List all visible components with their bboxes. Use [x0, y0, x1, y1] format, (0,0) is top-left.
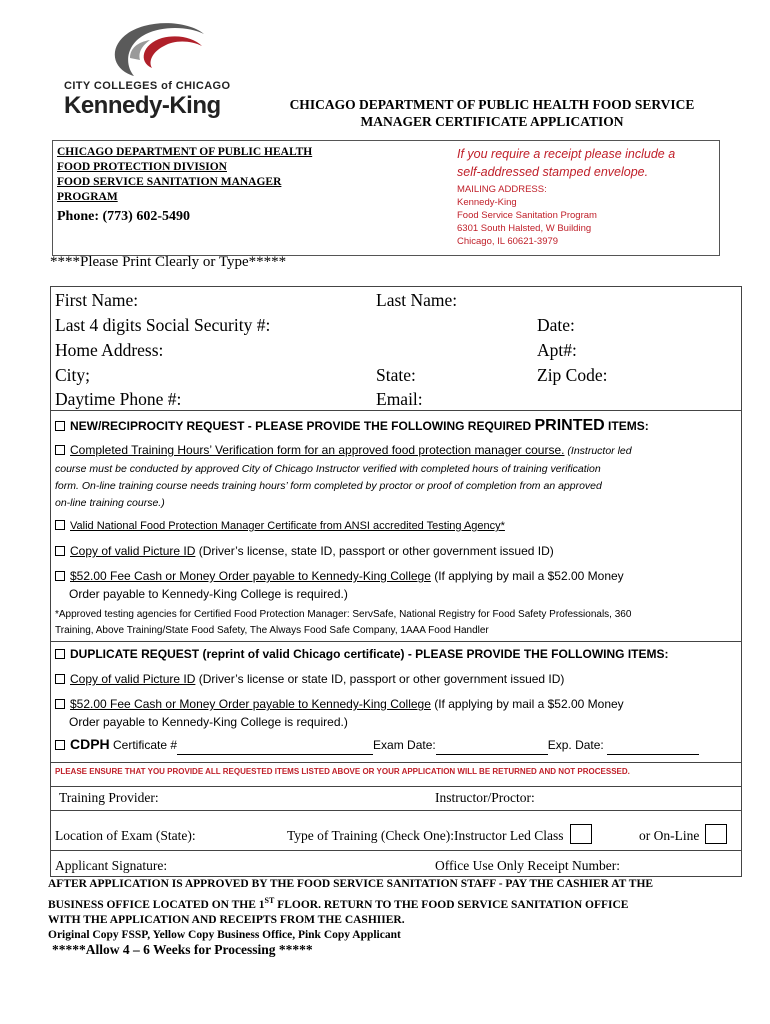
ansi-cert-label: Valid National Food Protection Manager Certificate from ANSI accredited Testing Agency*	[70, 520, 505, 532]
ssn-field[interactable]: Last 4 digits Social Security #:	[55, 315, 271, 335]
fee-item	[55, 568, 624, 585]
dup-picture-id-item	[55, 671, 564, 688]
apt-field[interactable]: Apt#:	[537, 340, 577, 360]
fee-note-a: (If applying by mail a $52.00 Money	[430, 569, 624, 583]
applicant-signature-field[interactable]: Applicant Signature:	[55, 858, 168, 873]
warning-text: PLEASE ENSURE THAT YOU PROVIDE ALL REQUESTED ITEMS LISTED ABOVE OR YOUR APPLICATION WILL BE RETURNED AND NOT PROCESSED.	[55, 767, 630, 776]
training-hours-note-c: form. On-line training course needs training hours’ form completed by proctor or proof of completion from an approved	[55, 480, 602, 492]
training-hours-item	[55, 442, 632, 459]
training-type-row	[287, 824, 592, 844]
print-instruction: ****Please Print Clearly or Type*****	[50, 254, 287, 270]
fee-note-b: Order payable to Kennedy-King College is required.)	[69, 587, 348, 601]
dup-picture-id-checkbox[interactable]	[55, 674, 65, 684]
mailing-label: MAILING ADDRESS:	[457, 184, 547, 195]
program-name-line2: PROGRAM	[57, 191, 118, 203]
duplicate-heading-text: DUPLICATE REQUEST (reprint of valid Chicago certificate) - PLEASE PROVIDE THE FOLLOWING ITEMS:	[70, 647, 669, 661]
online-row	[639, 824, 727, 844]
duplicate-request-section	[50, 640, 742, 763]
new-request-section	[50, 410, 742, 642]
department-info	[57, 145, 312, 224]
fee-label: $52.00 Fee Cash or Money Order payable to Kennedy-King College	[70, 569, 431, 583]
duplicate-checkbox[interactable]	[55, 649, 65, 659]
dup-fee-note-b: Order payable to Kennedy-King College is required.)	[69, 715, 348, 729]
exp-date-label: Exp. Date:	[547, 738, 604, 752]
dup-fee-label: $52.00 Fee Cash or Money Order payable to Kennedy-King College	[70, 697, 431, 711]
dup-fee-item	[55, 696, 624, 713]
date-field[interactable]: Date:	[537, 315, 575, 335]
new-request-heading	[55, 417, 649, 435]
mailing-line3: 6301 South Halsted, W Building	[457, 223, 592, 234]
heading-part-a: NEW/RECIPROCITY REQUEST - PLEASE PROVIDE THE FOLLOWING REQUIRED	[70, 419, 535, 433]
last-name-field[interactable]: Last Name:	[376, 290, 458, 310]
exam-date-input[interactable]	[436, 737, 548, 755]
cert-label: Certificate #	[109, 738, 178, 752]
phone-number: Phone: (773) 602-5490	[57, 209, 190, 224]
picture-id-label: Copy of valid Picture ID	[70, 544, 196, 558]
heading-printed: PRINTED	[534, 417, 605, 434]
row-divider-2	[51, 850, 741, 851]
row-divider	[51, 810, 741, 811]
mailing-info	[457, 145, 675, 248]
testing-agencies-note-line2: Training, Above Training/State Food Safety, The Always Food Safe Company, 1AAA Food Handler	[55, 625, 489, 636]
mailing-address	[457, 183, 675, 248]
training-hours-note-d: on-line training course.)	[55, 497, 165, 509]
picture-id-note: (Driver’s license, state ID, passport or other government issued ID)	[195, 544, 554, 558]
cdph-label: CDPH	[70, 736, 110, 752]
footer-line1: AFTER APPLICATION IS APPROVED BY THE FOOD SERVICE SANITATION STAFF - PAY THE CASHIER AT THE	[48, 878, 654, 890]
ansi-cert-item	[55, 518, 505, 535]
ansi-cert-checkbox[interactable]	[55, 520, 65, 530]
cdph-certificate-row	[55, 736, 699, 755]
program-name-line1: FOOD SERVICE SANITATION MANAGER	[57, 176, 282, 188]
approval-instructions	[48, 877, 738, 944]
testing-agencies-note-line1: *Approved testing agencies for Certified Food Protection Manager: ServSafe, National Registry for Food Safety Professionals, 360	[55, 609, 632, 620]
instructor-proctor-field[interactable]: Instructor/Proctor:	[435, 790, 535, 805]
dup-picture-id-label: Copy of valid Picture ID	[70, 672, 196, 686]
logo-campus-name: Kennedy-King	[64, 92, 221, 119]
exam-info-form	[50, 786, 742, 877]
office-receipt-field: Office Use Only Receipt Number:	[435, 858, 620, 873]
kennedy-king-logo-icon	[104, 18, 214, 80]
footer-line2	[48, 893, 738, 913]
online-checkbox[interactable]	[705, 824, 727, 844]
footer-line2b: FLOOR. RETURN TO THE FOOD SERVICE SANITATION OFFICE	[274, 898, 629, 911]
fee-checkbox[interactable]	[55, 571, 65, 581]
department-name: CHICAGO DEPARTMENT OF PUBLIC HEALTH	[57, 146, 313, 158]
exam-location-field[interactable]: Location of Exam (State):	[55, 828, 196, 843]
mailing-line4: Chicago, IL 60621-3979	[457, 236, 559, 247]
state-field[interactable]: State:	[376, 365, 416, 385]
heading-part-c: ITEMS:	[604, 419, 649, 433]
dup-fee-note-a: (If applying by mail a $52.00 Money	[430, 697, 624, 711]
instructor-led-checkbox[interactable]	[570, 824, 592, 844]
logo-college-name: CITY COLLEGES of CHICAGO	[64, 80, 231, 92]
applicant-info-form	[50, 286, 742, 411]
email-field[interactable]: Email:	[376, 389, 423, 409]
training-hours-label: Completed Training Hours’ Verification form for an approved food protection manager course.	[70, 443, 565, 457]
training-hours-note-a: (Instructor led	[564, 445, 632, 457]
title-line1: CHICAGO DEPARTMENT OF PUBLIC HEALTH FOOD SERVICE	[289, 97, 695, 112]
info-box	[52, 140, 720, 256]
cdph-checkbox[interactable]	[55, 740, 65, 750]
zip-field[interactable]: Zip Code:	[537, 365, 608, 385]
mailing-line2: Food Service Sanitation Program	[457, 210, 597, 221]
processing-time: *****Allow 4 – 6 Weeks for Processing *****	[52, 942, 313, 957]
daytime-phone-field[interactable]: Daytime Phone #:	[55, 389, 182, 409]
warning-notice	[50, 762, 742, 787]
city-field[interactable]: City;	[55, 365, 91, 385]
duplicate-heading	[55, 646, 669, 663]
training-hours-note-b: course must be conducted by approved City of Chicago Instructor verified with completed hours of training verification	[55, 463, 601, 475]
new-request-checkbox[interactable]	[55, 421, 65, 431]
home-address-field[interactable]: Home Address:	[55, 340, 164, 360]
training-type-label: Type of Training (Check One):Instructor Led Class	[287, 828, 564, 843]
title-line2: MANAGER CERTIFICATE APPLICATION	[360, 114, 624, 129]
training-provider-field[interactable]: Training Provider:	[59, 790, 159, 805]
exp-date-input[interactable]	[607, 737, 699, 755]
picture-id-item	[55, 543, 554, 560]
mailing-line1: Kennedy-King	[457, 197, 517, 208]
first-name-field[interactable]: First Name:	[55, 290, 139, 310]
receipt-note-line2: self-addressed stamped envelope.	[457, 165, 649, 179]
cert-number-input[interactable]	[177, 737, 373, 755]
division-name: FOOD PROTECTION DIVISION	[57, 161, 227, 173]
picture-id-checkbox[interactable]	[55, 546, 65, 556]
footer-line2sup: ST	[264, 895, 275, 905]
dup-picture-id-note: (Driver’s license or state ID, passport or other government issued ID)	[195, 672, 565, 686]
training-hours-checkbox[interactable]	[55, 445, 65, 455]
online-label: or On-Line	[639, 828, 700, 843]
page-title	[262, 96, 722, 130]
copy-distribution: Original Copy FSSP, Yellow Copy Business Office, Pink Copy Applicant	[48, 929, 401, 942]
receipt-note-line1: If you require a receipt please include a	[457, 147, 676, 161]
footer-line2a: BUSINESS OFFICE LOCATED ON THE 1	[48, 898, 265, 911]
dup-fee-checkbox[interactable]	[55, 699, 65, 709]
exam-date-label: Exam Date:	[373, 738, 436, 752]
footer-line3: WITH THE APPLICATION AND RECEIPTS FROM THE CASHIIER.	[48, 913, 405, 926]
